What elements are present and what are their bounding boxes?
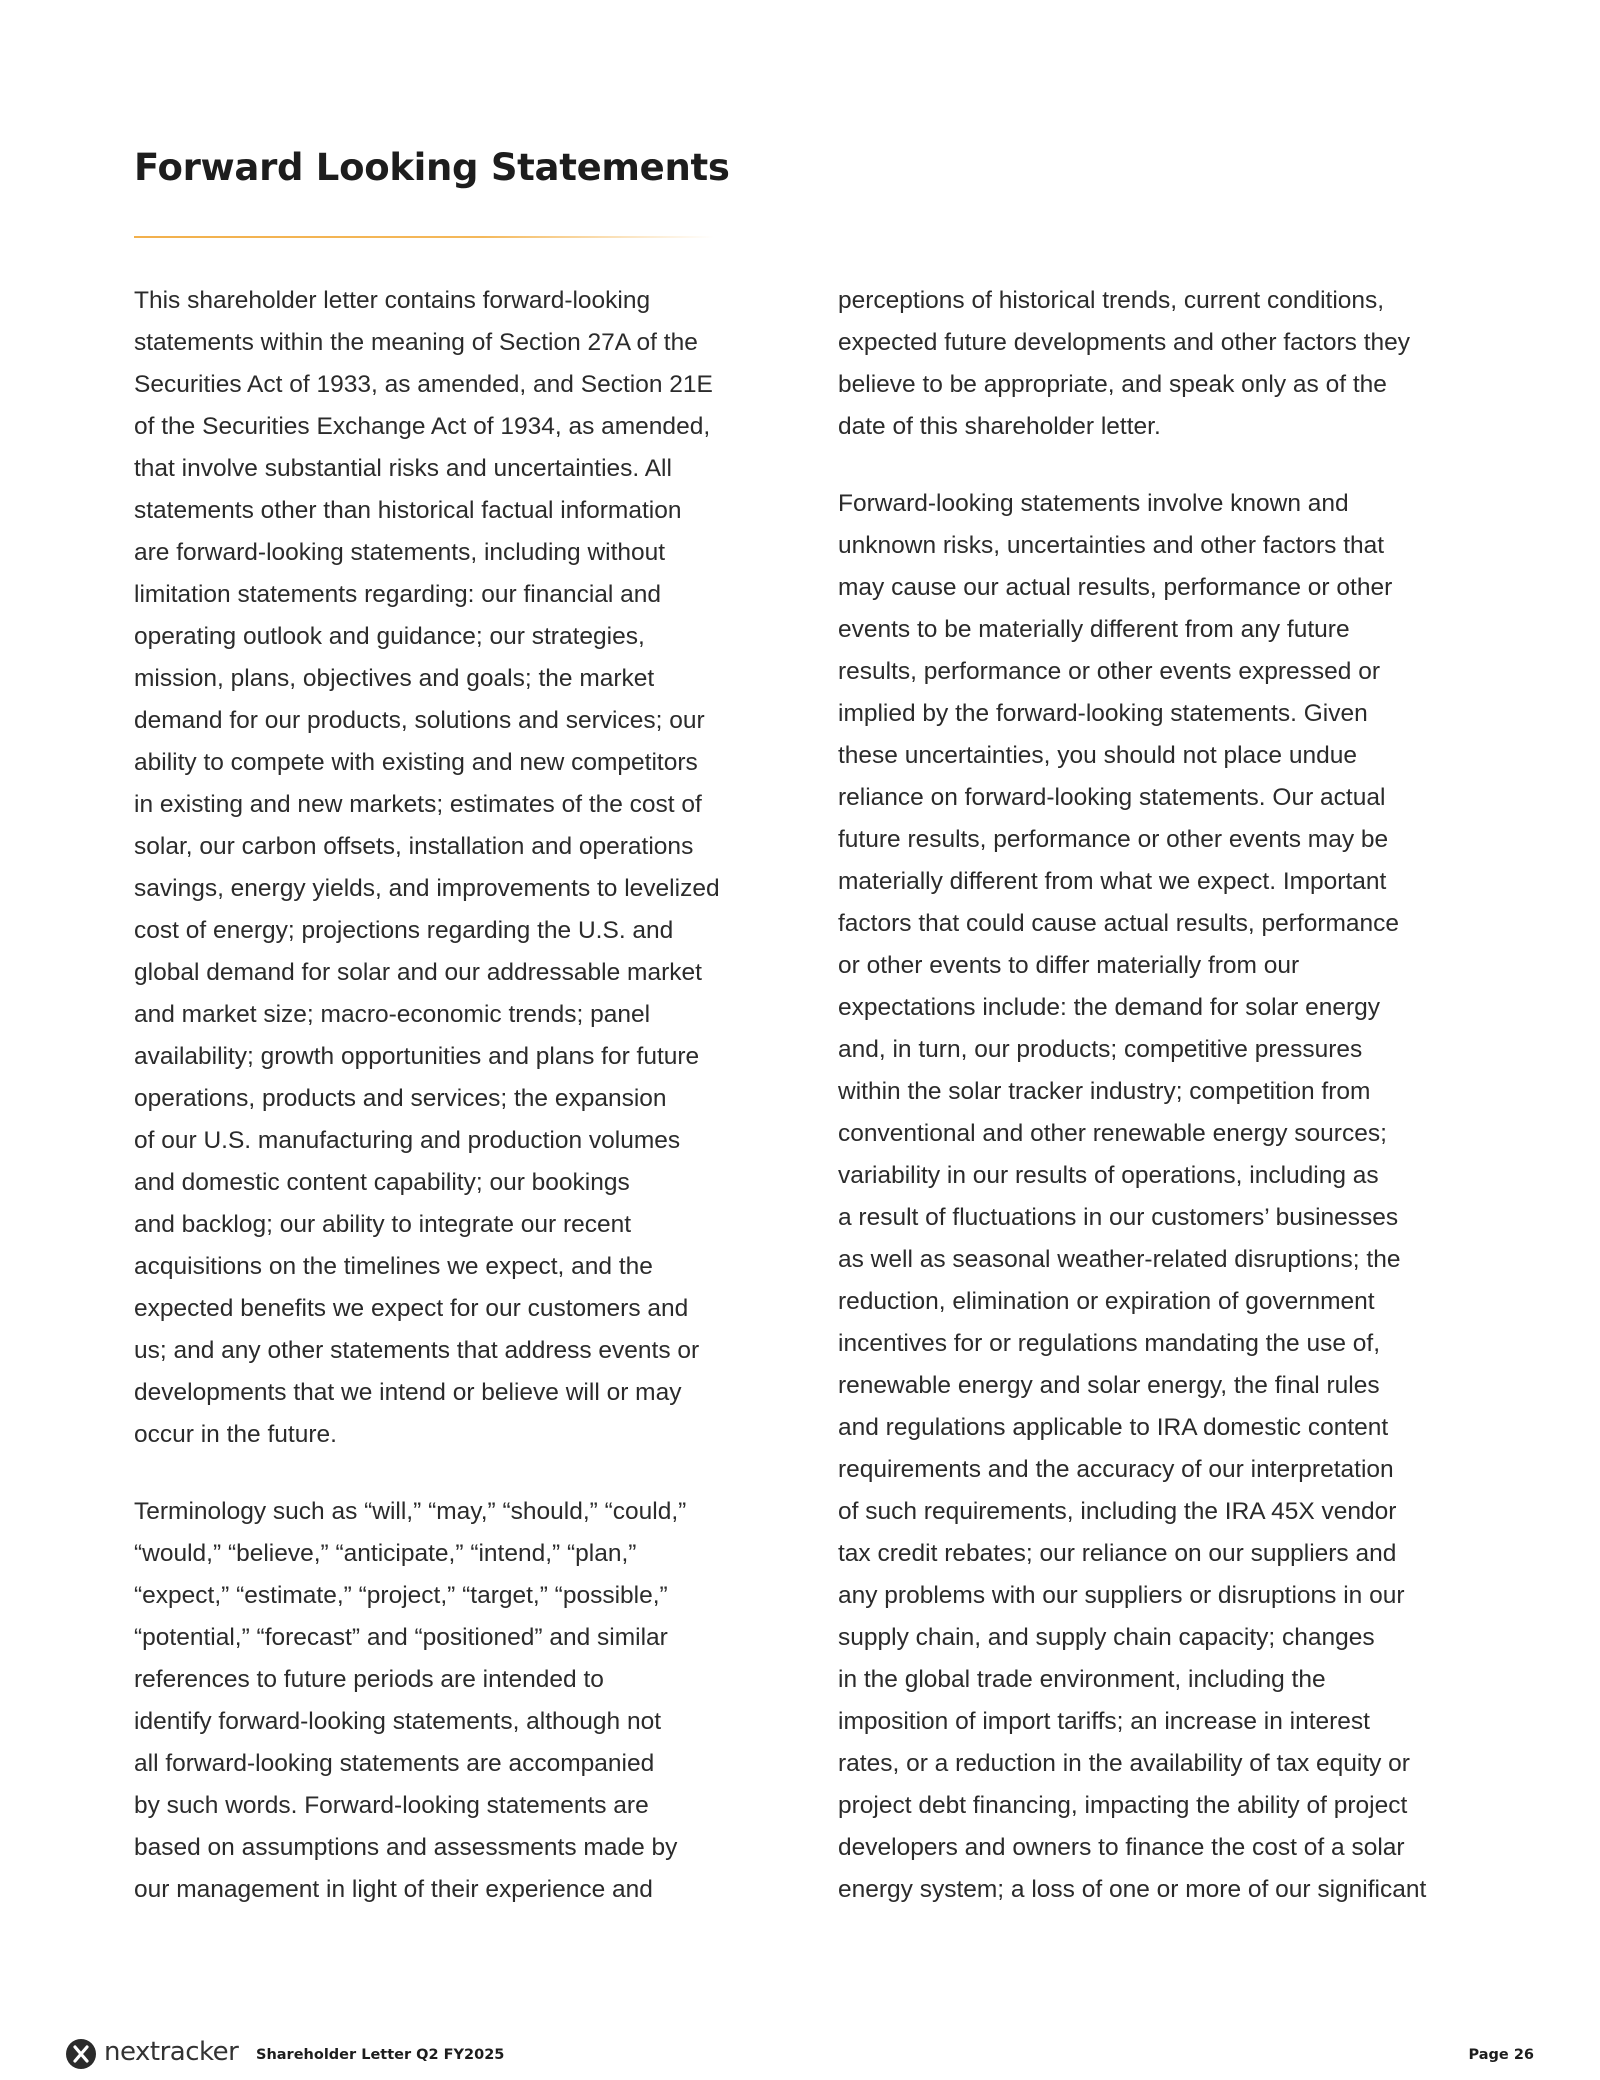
paragraph-risks: Forward-looking statements involve known and unknown risks, uncertainties and other factors that may cause our actual results, performance or other events to be materially different from any future results, performance or other events expressed or implied by the forward-looking statements. Given these uncertainties, you should not place undue reliance on forward-looking statements. Our actual future results, performance or other events may be materially different from what we expect. Important factors that could cause actual results, performance or other events to differ materially from our expectations include: the demand for solar energy and, in turn, our products; competitive pressures within the solar tracker industry; competition from conventional and other renewable energy sources; variability in our results of operations, including as a result of fluctuations in our customers’ businesses as well as seasonal weather-related disruptions; the reduction, elimination or expiration of government incentives for or regulations mandating the use of, renewable energy and solar energy, the final rules and regulations applicable to IRA domestic content requirements and the accuracy of our interpretation of such requirements, including the IRA 45X vendor tax credit rebates; our reliance on our suppliers and any problems with our suppliers or disruptions in our supply chain, and supply chain capacity; changes in the global trade environment, including the imposition of import tariffs; an increase in interest rates, or a reduction in the availability of tax equity or project debt financing, impacting the ability of project developers and owners to finance the cost of a solar energy system; a loss of one or more of our significant	[838, 490, 1427, 1903]
paragraph-terminology: Terminology such as “will,” “may,” “should,” “could,” “would,” “believe,” “anticipate,” “intend,” “plan,” “expect,” “estimate,” “project,” “target,” “possible,” “potential,” “forecast” and “positioned” and similar references to future periods are intended to identify forward-looking statements, although not all forward-looking statements are accompanied by such words. Forward-looking statements are based on assumptions and assessments made by our management in light of their experience and	[134, 1498, 687, 1903]
footer-document-label: Shareholder Letter Q2 FY2025	[256, 2047, 505, 2063]
nextracker-logo-icon	[66, 2039, 96, 2069]
logo-wordmark: nextracker	[104, 2037, 239, 2067]
page-title: Forward Looking Statements	[134, 146, 730, 189]
left-column	[134, 280, 774, 1946]
paragraph-intro: This shareholder letter contains forward-looking statements within the meaning of Section 27A of the Securities Act of 1933, as amended, and Section 21E of the Securities Exchange Act of 1934, as amended, that involve substantial risks and uncertainties. All statements other than historical factual information are forward-looking statements, including without limitation statements regarding: our financial and operating outlook and guidance; our strategies, mission, plans, objectives and goals; the market demand for our products, solutions and services; our ability to compete with existing and new competitors in existing and new markets; estimates of the cost of solar, our carbon offsets, installation and operations savings, energy yields, and improvements to levelized cost of energy; projections regarding the U.S. and global demand for solar and our addressable market and market size; macro-economic trends; panel availability; growth opportunities and plans for future operations, products and services; the expansion of our U.S. manufacturing and production volumes and domestic content capability; our bookings and backlog; our ability to integrate our recent acquisitions on the timelines we expect, and the expected benefits we expect for our customers and us; and any other statements that address events or developments that we intend or believe will or may occur in the future.	[134, 287, 720, 1448]
page-footer	[0, 2040, 1600, 2080]
paragraph-continuation: perceptions of historical trends, current conditions, expected future developments and other factors they believe to be appropriate, and speak only as of the date of this shareholder letter.	[838, 287, 1411, 440]
page-number: Page 26	[1468, 2047, 1534, 2063]
right-column	[838, 280, 1478, 1946]
title-divider	[134, 236, 714, 238]
